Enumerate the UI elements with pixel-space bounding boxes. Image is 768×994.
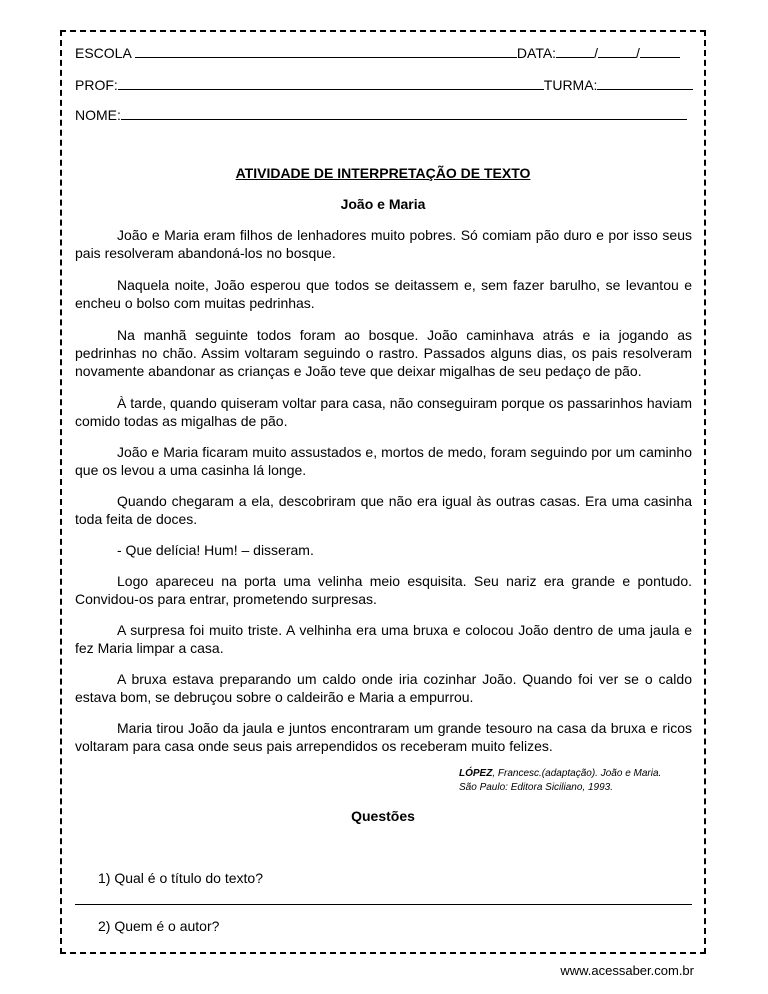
school-label: ESCOLA	[75, 45, 132, 61]
class-label: TURMA:	[543, 77, 598, 93]
citation-work: , Francesc.(adaptação). João e Maria.	[492, 768, 662, 779]
paragraph: Naquela noite, João esperou que todos se deitassem e, sem fazer barulho, se levantou e encheu o bolso com muitas pedrinhas.	[75, 277, 692, 311]
teacher-row	[75, 76, 693, 93]
activity-title: ATIVIDADE DE INTERPRETAÇÃO DE TEXTO	[235, 165, 531, 181]
date-day-line[interactable]	[556, 44, 594, 58]
paragraph: Logo apareceu na porta uma velinha meio esquisita. Seu nariz era grande e pontudo. Convidou-os para entrar, prometendo surpresas.	[75, 573, 692, 607]
footer-website: www.acessaber.com.br	[560, 963, 694, 978]
class-line[interactable]	[597, 76, 693, 90]
answer-line[interactable]	[75, 904, 692, 905]
paragraph: João e Maria ficaram muito assustados e, mortos de medo, foram seguindo por um caminho que os levou a uma casinha lá longe.	[75, 444, 692, 478]
date-year-line[interactable]	[640, 44, 680, 58]
citation	[459, 767, 661, 795]
school-row	[75, 44, 680, 61]
paragraph: A bruxa estava preparando um caldo onde iria cozinhar João. Quando foi ver se o caldo estava bom, se debruçou sobre o caldeirão e Maria a empurrou.	[75, 671, 692, 705]
paragraph: Maria tirou João da jaula e juntos encontraram um grande tesouro na casa da bruxa e ricos voltaram para casa onde seus pais arrependidos os receberam muito felizes.	[75, 720, 692, 754]
date-label: DATA:	[516, 45, 557, 61]
paragraph: Na manhã seguinte todos foram ao bosque. João caminhava atrás e ia jogando as pedrinhas no chão. Assim voltaram seguindo o rastro. Passados alguns dias, os pais resolveram novamente abandonar as crianças e João teve que deixar migalhas de seu pedaço de pão.	[75, 327, 692, 379]
questions-title: Questões	[351, 808, 415, 824]
name-row	[75, 106, 687, 123]
school-line[interactable]	[135, 44, 517, 58]
dialogue-line: - Que delícia! Hum! – disseram.	[117, 542, 314, 558]
date-separator: /	[594, 45, 598, 61]
paragraph: Quando chegaram a ela, descobriram que não era igual às outras casas. Era uma casinha toda feita de doces.	[75, 493, 692, 527]
citation-publisher: São Paulo: Editora Siciliano, 1993.	[459, 782, 613, 793]
date-month-line[interactable]	[598, 44, 636, 58]
citation-author: LÓPEZ	[459, 768, 493, 779]
paragraph: À tarde, quando quiseram voltar para casa, não conseguiram porque os passarinhos haviam comido todas as migalhas de pão.	[75, 395, 692, 429]
story-title: João e Maria	[340, 196, 426, 212]
teacher-line[interactable]	[118, 76, 544, 90]
paragraph: A surpresa foi muito triste. A velhinha era uma bruxa e colocou João dentro de uma jaula e fez Maria limpar a casa.	[75, 622, 692, 656]
name-label: NOME:	[75, 107, 121, 123]
question: 2) Quem é o autor?	[98, 918, 220, 934]
teacher-label: PROF:	[75, 77, 118, 93]
name-line[interactable]	[121, 106, 687, 120]
paragraph: João e Maria eram filhos de lenhadores muito pobres. Só comiam pão duro e por isso seus pais resolveram abandoná-los no bosque.	[75, 227, 692, 261]
date-separator: /	[635, 45, 640, 61]
question: 1) Qual é o título do texto?	[98, 870, 263, 886]
